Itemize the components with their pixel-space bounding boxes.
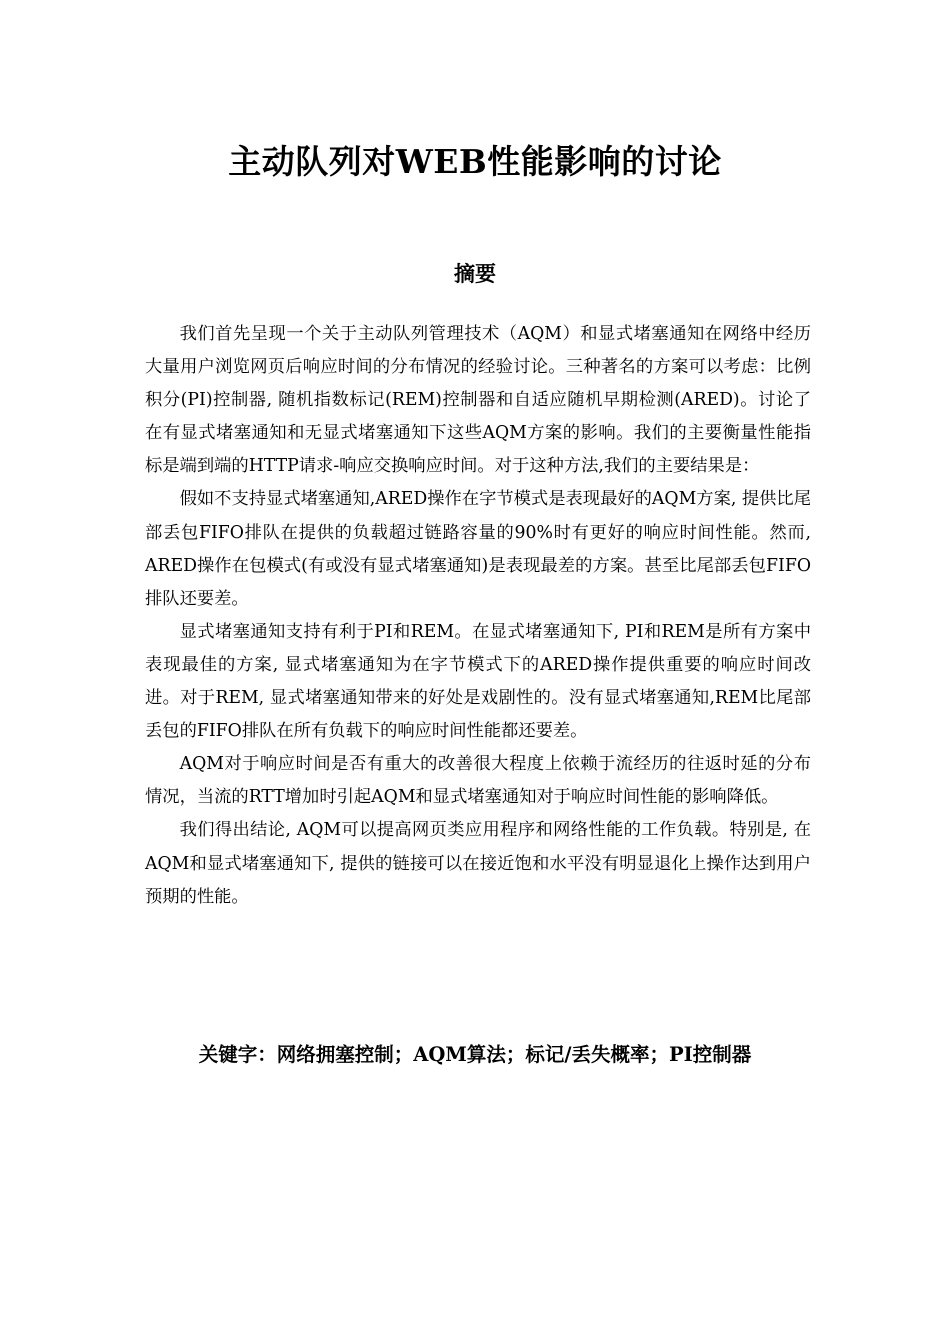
abstract-paragraph: 我们得出结论, AQM可以提高网页类应用程序和网络性能的工作负载。特别是, 在AQM和显式堵塞通知下, 提供的链接可以在接近饱和水平没有明显退化上操作达到用户预期的性能。 [145, 820, 811, 907]
abstract-paragraph: AQM对于响应时间是否有重大的改善很大程度上依赖于流经历的往返时延的分布情况，当流的RTT增加时引起AQM和显式堵塞通知对于响应时间性能的影响降低。 [145, 754, 811, 808]
abstract-body [145, 318, 811, 914]
abstract-heading: 摘要 [454, 261, 496, 286]
abstract-paragraph: 假如不支持显式堵塞通知,ARED操作在字节模式是表现最好的AQM方案, 提供比尾部丢包FIFO排队在提供的负载超过链路容量的90%时有更好的响应时间性能。然而, ARED操作在包模式(有或没有显式堵塞通知)是表现最差的方案。甚至比尾部丢包FIFO排队还要差。 [145, 489, 811, 609]
abstract-paragraph: 显式堵塞通知支持有利于PI和REM。在显式堵塞通知下, PI和REM是所有方案中表现最佳的方案, 显式堵塞通知为在字节模式下的ARED操作提供重要的响应时间改进。对于REM, 显式堵塞通知带来的好处是戏剧性的。没有显式堵塞通知,REM比尾部丢包的FIFO排队在所有负载下的响应时间性能都还要差。 [145, 621, 811, 742]
page-title: 主动队列对WEB性能影响的讨论 [228, 142, 722, 181]
keywords-line: 关键字：网络拥塞控制；AQM算法；标记/丢失概率；PI控制器 [198, 1043, 752, 1066]
abstract-paragraph: 我们首先呈现一个关于主动队列管理技术（AQM）和显式堵塞通知在网络中经历大量用户浏览网页后响应时间的分布情况的经验讨论。三种著名的方案可以考虑：比例积分(PI)控制器, 随机指数标记(REM)控制器和自适应随机早期检测(ARED)。讨论了在有显式堵塞通知和无显式堵塞通知下这些AQM方案的影响。我们的主要衡量性能指标是端到端的HTTP请求-响应交换响应时间。对于这种方法,我们的主要结果是： [145, 324, 812, 477]
